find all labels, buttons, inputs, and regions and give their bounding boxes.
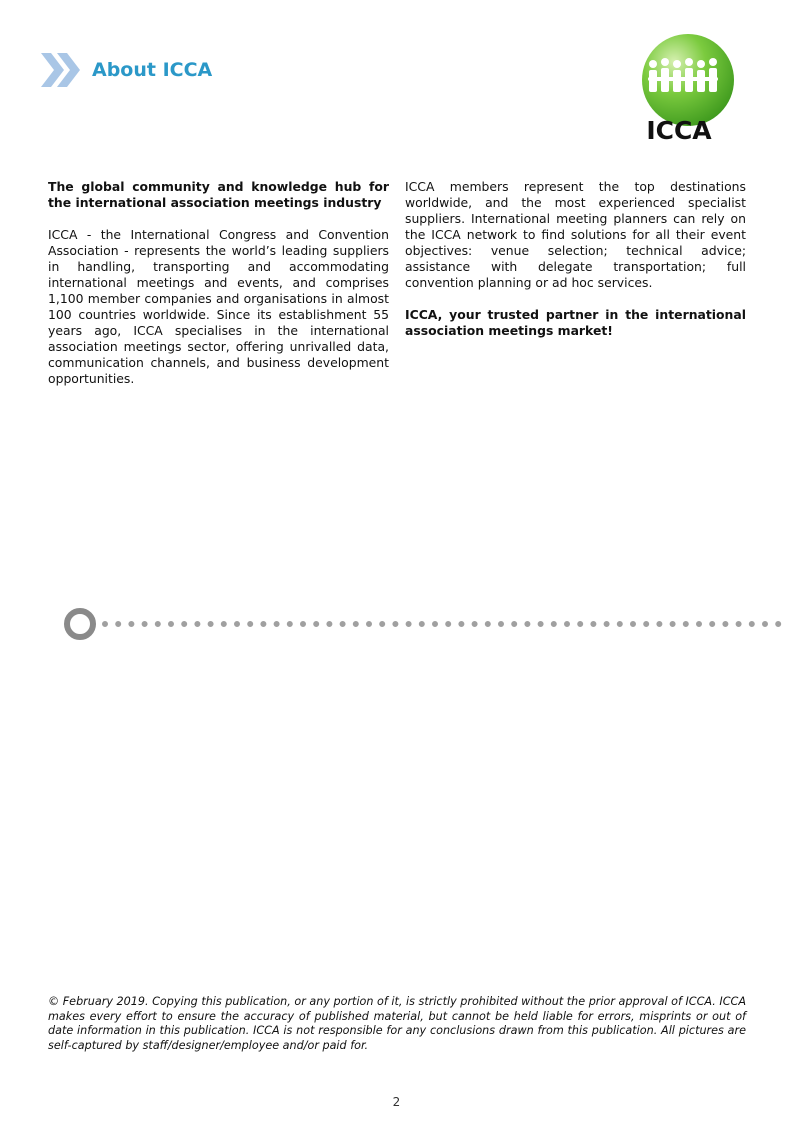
copyright-disclaimer: © February 2019. Copying this publication, or any portion of it, is strictly prohibited without the prior approval of ICCA. ICCA makes every effort to ensure the accuracy of published material, but cannot be held liable for errors, misprints or out of date information in this publication. ICCA is not responsible for any conclusions drawn from this publication. All pictures are self-captured by staff/designer/employee and/or paid for. bbox=[48, 995, 746, 1052]
lead-heading: The global community and knowledge hub for the international association meetings industry bbox=[48, 179, 389, 210]
double-chevron-right-icon bbox=[38, 49, 86, 91]
section-title: About ICCA bbox=[92, 59, 213, 81]
page-number: 2 bbox=[392, 1095, 401, 1109]
left-column bbox=[48, 179, 389, 387]
intro-paragraph: ICCA - the International Congress and Convention Association - represents the world’s leading suppliers in handling, transporting and accommodating international meetings and events, and comprises 1,100 member companies and organisations in almost 100 countries worldwide. Since its establishment 55 years ago, ICCA specialises in the international association meetings sector, offering unrivalled data, communication channels, and business development opportunities. bbox=[48, 227, 389, 386]
icca-logo bbox=[628, 32, 748, 148]
right-column bbox=[405, 179, 746, 339]
section-header bbox=[38, 48, 212, 92]
members-paragraph: ICCA members represent the top destinations worldwide, and the most experienced specialist suppliers. International meeting planners can rely on the ICCA network to find solutions for all their event objectives: venue selection; technical advice; assistance with delegate transportation; full convention planning or ad hoc services. bbox=[405, 179, 746, 290]
dotted-line-ring-icon bbox=[63, 607, 793, 641]
logo-text: ICCA bbox=[646, 116, 712, 145]
tagline: ICCA, your trusted partner in the international association meetings market! bbox=[405, 307, 746, 338]
